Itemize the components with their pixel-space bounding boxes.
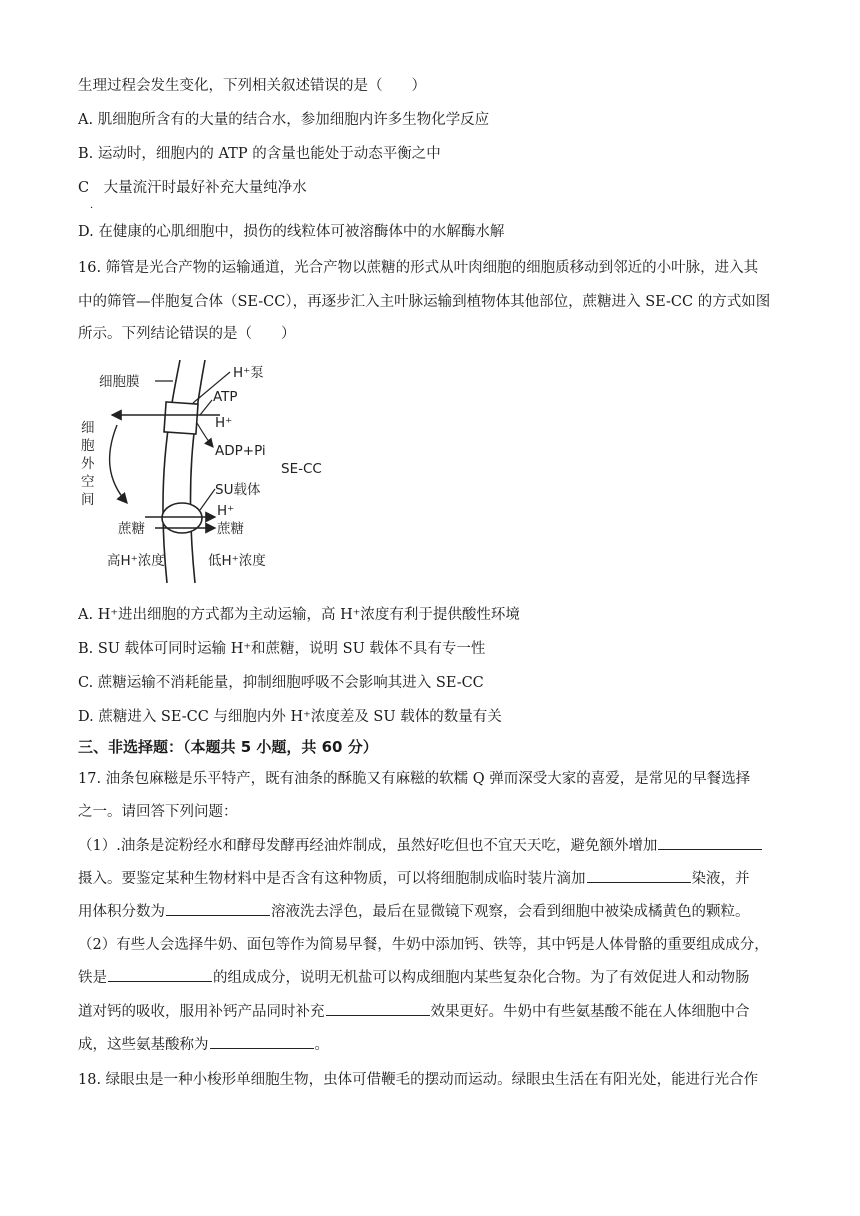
q16-stem-line3: 所示。下列结论错误的是（ ） — [78, 326, 296, 342]
q15-option-b: B. 运动时，细胞内的 ATP 的含量也能处于动态平衡之中 — [78, 146, 441, 162]
sucrose-in-label: 蔗糖 — [217, 521, 244, 537]
answer-blank-4[interactable] — [108, 980, 212, 982]
q17-part2-line1: （2）有些人会选择牛奶、面包等作为简易早餐，牛奶中添加钙、铁等，其中钙是人体骨骼的重要组成成分， — [78, 937, 769, 953]
q17-stem-line1: 17. 油条包麻糍是乐平特产，既有油条的酥脆又有麻糍的软糯 Q 弹而深受大家的喜爱，是常见的早餐选择 — [78, 771, 751, 787]
q17-part2-text-d2: 。 — [314, 1037, 329, 1053]
space-char-3: 外 — [81, 456, 95, 472]
q17-part2-line3 — [78, 1000, 750, 1021]
q18-stem-line1: 18. 绿眼虫是一种小梭形单细胞生物，虫体可借鞭毛的摆动而运动。绿眼虫生活在有阳光处，能进行光合作 — [78, 1072, 759, 1088]
h-out-label: H⁺ — [215, 415, 233, 431]
q17-part2-text-c2: 效果更好。牛奶中有些氨基酸不能在人体细胞中合 — [430, 1004, 750, 1020]
q17-stem-line2: 之一。请回答下列问题： — [78, 804, 238, 820]
high-h-label: 高H⁺浓度 — [107, 553, 165, 569]
answer-blank-1[interactable] — [658, 848, 762, 850]
q17-part2-text-d: 成，这些氨基酸称为 — [78, 1037, 209, 1053]
q15-option-d: D. 在健康的心肌细胞中，损伤的线粒体可被溶酶体中的水解酶水解 — [78, 224, 505, 240]
q16-option-a: A. H⁺进出细胞的方式都为主动运输，高 H⁺浓度有利于提供酸性环境 — [78, 607, 520, 623]
q16-option-b: B. SU 载体可同时运输 H⁺和蔗糖，说明 SU 载体不具有专一性 — [78, 641, 486, 657]
h-in-label: H⁺ — [217, 503, 235, 519]
space-char-5: 间 — [81, 492, 95, 508]
q17-part1-text-b2: 染液，并 — [691, 871, 750, 887]
answer-blank-3[interactable] — [166, 914, 270, 916]
q16-stem-line1: 16. 筛管是光合产物的运输通道，光合产物以蔗糖的形式从叶肉细胞的细胞质移动到邻近的小叶脉，进入其 — [78, 260, 759, 276]
q16-option-c: C. 蔗糖运输不消耗能量，抑制细胞呼吸不会影响其进入 SE-CC — [78, 675, 484, 691]
adp-label: ADP+Pi — [215, 443, 266, 459]
q17-part2-text-b: 铁是 — [78, 970, 107, 986]
section-3-heading: 三、非选择题：（本题共 5 小题，共 60 分） — [78, 738, 378, 756]
membrane-label: 细胞膜 — [99, 374, 140, 390]
membrane-outer-line — [163, 360, 180, 583]
q17-part1-line1 — [78, 834, 763, 855]
q17-part1-line2 — [78, 867, 750, 888]
answer-blank-6[interactable] — [210, 1047, 314, 1049]
q15-stem-tail: 生理过程会发生变化，下列相关叙述错误的是（ ） — [78, 78, 426, 94]
q16-option-d: D. 蔗糖进入 SE-CC 与细胞内外 H⁺浓度差及 SU 载体的数量有关 — [78, 709, 502, 725]
space-char-2: 胞 — [81, 438, 95, 454]
space-char-1: 细 — [81, 420, 95, 436]
sucrose-transport-diagram — [75, 355, 350, 585]
sucrose-out-label: 蔗糖 — [118, 521, 145, 537]
q17-part1-text-a: （1）.油条是淀粉经水和酵母发酵再经油炸制成，虽然好吃但也不宜天天吃，避免额外增加 — [78, 838, 658, 854]
q17-part1-text-c2: 溶液洗去浮色，最后在显微镜下观察，会看到细胞中被染成橘黄色的颗粒。 — [271, 904, 750, 920]
q17-part2-text-b2: 的组成成分，说明无机盐可以构成细胞内某些复杂化合物。为了有效促进人和动物肠 — [213, 970, 750, 986]
space-char-4: 空 — [81, 474, 95, 490]
membrane-inner-line — [190, 360, 205, 583]
q15-option-c-dot: ． — [90, 200, 100, 211]
low-h-label: 低H⁺浓度 — [208, 553, 266, 569]
h-pump-box — [164, 402, 198, 434]
atp-label: ATP — [213, 389, 238, 405]
q17-part1-text-c: 用体积分数为 — [78, 904, 165, 920]
q17-part1-line3 — [78, 900, 750, 921]
q17-part2-line4 — [78, 1033, 329, 1054]
q17-part1-text-b: 摄入。要鉴定某种生物材料中是否含有这种物质，可以将细胞制成临时装片滴加 — [78, 871, 586, 887]
h-pump-label: H⁺泵 — [233, 365, 264, 381]
su-carrier-label: SU载体 — [215, 482, 261, 498]
answer-blank-2[interactable] — [587, 881, 691, 883]
q16-stem-line2: 中的筛管—伴胞复合体（SE-CC），再逐步汇入主叶脉运输到植物体其他部位，蔗糖进入 SE-CC 的方式如图 — [78, 294, 771, 310]
q15-option-c: C 大量流汗时最好补充大量纯净水 — [78, 180, 307, 196]
se-cc-label: SE-CC — [281, 461, 322, 477]
q17-part2-text-c: 道对钙的吸收，服用补钙产品同时补充 — [78, 1004, 325, 1020]
q17-part2-line2 — [78, 966, 750, 987]
answer-blank-5[interactable] — [326, 1014, 430, 1016]
q15-option-a: A. 肌细胞所含有的大量的结合水，参加细胞内许多生物化学反应 — [78, 112, 490, 128]
